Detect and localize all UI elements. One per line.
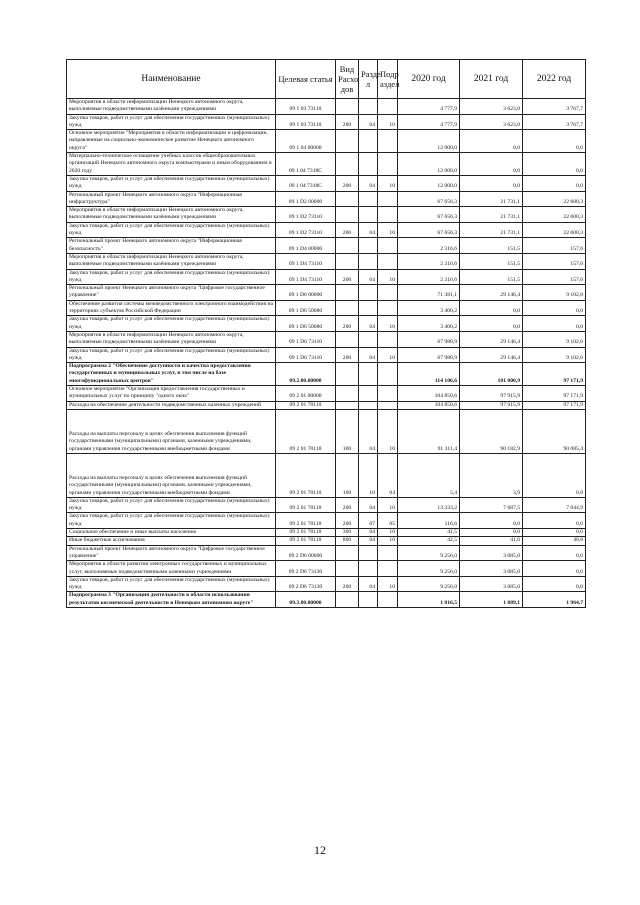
cell-subsection bbox=[378, 545, 398, 561]
cell-target-article: 09 1 03 73110 bbox=[276, 99, 336, 115]
cell-2022: 3 767,7 bbox=[523, 99, 586, 115]
cell-2022: 1 964,7 bbox=[523, 592, 586, 608]
cell-subsection: 10 bbox=[378, 497, 398, 513]
cell-2021: 0,0 bbox=[460, 153, 523, 176]
cell-expense-type bbox=[336, 285, 359, 301]
cell-name: Мероприятия в области развития электронных государственных и муниципальных услуг, выполняемые подведомственными казенными учреждениями bbox=[67, 561, 276, 577]
cell-target-article: 09 2 D6 00000 bbox=[276, 545, 336, 561]
cell-2021: 97 915,9 bbox=[460, 401, 523, 409]
table-row bbox=[67, 331, 586, 347]
cell-expense-type bbox=[336, 561, 359, 577]
cell-target-article: 09 1 04 7318С bbox=[276, 153, 336, 176]
cell-2020: 12 000,0 bbox=[398, 153, 460, 176]
cell-2022: 157,6 bbox=[523, 253, 586, 269]
cell-subsection bbox=[378, 363, 398, 386]
cell-2020: 67 980,9 bbox=[398, 331, 460, 347]
cell-2022: 22 600,3 bbox=[523, 207, 586, 223]
cell-name: Закупка товаров, работ и услуг для обеспечения государственных (муниципальных) нужд bbox=[67, 222, 276, 238]
cell-2021: 97 915,9 bbox=[460, 385, 523, 401]
cell-expense-type bbox=[336, 331, 359, 347]
table-row bbox=[67, 401, 586, 409]
cell-subsection bbox=[378, 153, 398, 176]
table-row bbox=[67, 222, 586, 238]
cell-2022: 97 171,9 bbox=[523, 401, 586, 409]
cell-2020: 12 000,0 bbox=[398, 130, 460, 153]
table-row bbox=[67, 175, 586, 191]
cell-subsection: 10 bbox=[378, 114, 398, 130]
cell-target-article: 09 1 D4 73110 bbox=[276, 269, 336, 285]
cell-expense-type bbox=[336, 401, 359, 409]
cell-section: 07 bbox=[359, 513, 378, 529]
cell-expense-type: 200 bbox=[336, 269, 359, 285]
cell-2021: 101 000,9 bbox=[460, 363, 523, 386]
cell-2022: 157,6 bbox=[523, 269, 586, 285]
cell-name: Основное мероприятие "Организация предоставления государственных и муниципальных услуг по принципу "одного окна" bbox=[67, 385, 276, 401]
cell-target-article: 09 1 D2 00000 bbox=[276, 191, 336, 207]
cell-2020: 41,5 bbox=[398, 529, 460, 537]
cell-subsection: 10 bbox=[378, 316, 398, 332]
cell-section bbox=[359, 545, 378, 561]
table-header-row bbox=[67, 60, 586, 99]
header-expense-type: Вид Расхо дов bbox=[336, 60, 359, 99]
cell-subsection bbox=[378, 238, 398, 254]
cell-2021: 21 731,1 bbox=[460, 222, 523, 238]
cell-target-article: 09 2 01 70110 bbox=[276, 409, 336, 453]
cell-2021: 151,5 bbox=[460, 269, 523, 285]
cell-section: 10 bbox=[359, 453, 378, 497]
cell-target-article: 09 1 04 7318С bbox=[276, 175, 336, 191]
table-row bbox=[67, 316, 586, 332]
cell-name: Закупка товаров, работ и услуг для обеспечения государственных (муниципальных) нужд bbox=[67, 576, 276, 592]
header-year-2022: 2022 год bbox=[523, 60, 586, 99]
cell-subsection bbox=[378, 285, 398, 301]
table-row bbox=[67, 285, 586, 301]
cell-subsection bbox=[378, 253, 398, 269]
cell-subsection bbox=[378, 191, 398, 207]
cell-name: Региональный проект Ненецкого автономного округа "Цифровое государственное управление" bbox=[67, 545, 276, 561]
table-row bbox=[67, 269, 586, 285]
cell-subsection: 10 bbox=[378, 529, 398, 537]
cell-name: Региональный проект Ненецкого автономного округа "Информационная безопасность" bbox=[67, 238, 276, 254]
cell-2021: 3 623,0 bbox=[460, 114, 523, 130]
cell-target-article: 09 1 03 73110 bbox=[276, 114, 336, 130]
cell-2022: 0,0 bbox=[523, 300, 586, 316]
table-row bbox=[67, 238, 586, 254]
cell-target-article: 09 2 01 70110 bbox=[276, 453, 336, 497]
header-target-article: Целевая статья bbox=[276, 60, 336, 99]
cell-target-article: 09 1 D6 50080 bbox=[276, 316, 336, 332]
cell-subsection bbox=[378, 300, 398, 316]
cell-subsection bbox=[378, 331, 398, 347]
table-row bbox=[67, 253, 586, 269]
cell-section bbox=[359, 130, 378, 153]
cell-expense-type: 200 bbox=[336, 497, 359, 513]
cell-section bbox=[359, 253, 378, 269]
cell-subsection bbox=[378, 401, 398, 409]
cell-section bbox=[359, 363, 378, 386]
cell-expense-type: 200 bbox=[336, 175, 359, 191]
cell-name: Закупка товаров, работ и услуг для обеспечения государственных (муниципальных) нужд bbox=[67, 497, 276, 513]
cell-2021: 0,0 bbox=[460, 175, 523, 191]
cell-2022: 0,0 bbox=[523, 576, 586, 592]
cell-expense-type: 100 bbox=[336, 453, 359, 497]
cell-target-article: 09 2 01 70110 bbox=[276, 497, 336, 513]
cell-2022: 0,0 bbox=[523, 529, 586, 537]
cell-expense-type: 200 bbox=[336, 513, 359, 529]
header-subsection: Подр аздел bbox=[378, 60, 398, 99]
cell-name: Расходы на обеспечение деятельности подведомственных казенных учреждений bbox=[67, 401, 276, 409]
table-row bbox=[67, 576, 586, 592]
cell-section bbox=[359, 401, 378, 409]
cell-name: Расходы на выплаты персоналу в целях обеспечения выполнения функций государственными (муниципальными) органами, казенными учреждениями, органами управления государственными внебюджетными фондами bbox=[67, 453, 276, 497]
cell-section: 04 bbox=[359, 537, 378, 545]
cell-target-article: 09 2 D6 73130 bbox=[276, 576, 336, 592]
cell-target-article: 09 1 D2 73110 bbox=[276, 222, 336, 238]
cell-expense-type: 200 bbox=[336, 347, 359, 363]
cell-section bbox=[359, 207, 378, 223]
cell-section: 04 bbox=[359, 316, 378, 332]
cell-2021: 90 182,9 bbox=[460, 409, 523, 453]
cell-section bbox=[359, 238, 378, 254]
header-year-2020: 2020 год bbox=[398, 60, 460, 99]
cell-name: Материально-техническое оснащение учебных классов общеобразовательных организаций Ненецкого автономного округа компьютерами и иным оборудованием в 2020 году bbox=[67, 153, 276, 176]
cell-2022: 22 600,3 bbox=[523, 191, 586, 207]
table-row bbox=[67, 529, 586, 537]
cell-2022: 3 767,7 bbox=[523, 114, 586, 130]
cell-expense-type: 200 bbox=[336, 316, 359, 332]
cell-section: 04 bbox=[359, 347, 378, 363]
cell-2022: 40,8 bbox=[523, 537, 586, 545]
cell-section: 04 bbox=[359, 409, 378, 453]
cell-target-article: 09 2 01 70110 bbox=[276, 537, 336, 545]
cell-subsection bbox=[378, 592, 398, 608]
cell-2020: 67 980,9 bbox=[398, 347, 460, 363]
cell-2020: 13 333,2 bbox=[398, 497, 460, 513]
cell-2020: 12 000,0 bbox=[398, 175, 460, 191]
cell-2020: 3 400,2 bbox=[398, 300, 460, 316]
cell-section bbox=[359, 592, 378, 608]
table-row bbox=[67, 347, 586, 363]
cell-name: Мероприятия в области информатизации Ненецкого автономного округа, выполняемые подведомственными казёнными учреждениями bbox=[67, 253, 276, 269]
cell-2021: 41,6 bbox=[460, 537, 523, 545]
table-row bbox=[67, 300, 586, 316]
cell-2021: 151,5 bbox=[460, 238, 523, 254]
cell-2021: 0,0 bbox=[460, 300, 523, 316]
cell-2020: 91 311,4 bbox=[398, 409, 460, 453]
cell-section: 04 bbox=[359, 576, 378, 592]
table-row bbox=[67, 592, 586, 608]
cell-2021: 0,0 bbox=[460, 130, 523, 153]
cell-name: Закупка товаров, работ и услуг для обеспечения государственных (муниципальных) нужд bbox=[67, 269, 276, 285]
cell-subsection bbox=[378, 99, 398, 115]
cell-name: Закупка товаров, работ и услуг для обеспечения государственных (муниципальных) нужд bbox=[67, 513, 276, 529]
cell-subsection: 10 bbox=[378, 576, 398, 592]
cell-name: Закупка товаров, работ и услуг для обеспечения государственных (муниципальных) нужд bbox=[67, 347, 276, 363]
cell-subsection bbox=[378, 385, 398, 401]
table-row bbox=[67, 114, 586, 130]
cell-2020: 67 656,3 bbox=[398, 207, 460, 223]
cell-subsection bbox=[378, 561, 398, 577]
cell-2020: 9 256,0 bbox=[398, 561, 460, 577]
cell-section bbox=[359, 331, 378, 347]
cell-2020: 2 316,6 bbox=[398, 269, 460, 285]
cell-name: Мероприятия в области информатизации Ненецкого автономного округа, выполняемые подведомственными казёнными учреждениями bbox=[67, 331, 276, 347]
cell-2021: 3 085,0 bbox=[460, 545, 523, 561]
budget-table bbox=[66, 59, 586, 608]
cell-2021: 0,0 bbox=[460, 529, 523, 537]
header-section: Разде л bbox=[359, 60, 378, 99]
cell-name: Закупка товаров, работ и услуг для обеспечения государственных (муниципальных) нужд bbox=[67, 316, 276, 332]
cell-2020: 3 400,2 bbox=[398, 316, 460, 332]
cell-2022: 0,0 bbox=[523, 316, 586, 332]
cell-2022: 0,0 bbox=[523, 561, 586, 577]
table-row bbox=[67, 537, 586, 545]
cell-2021: 0,0 bbox=[460, 513, 523, 529]
table-row bbox=[67, 513, 586, 529]
cell-name: Мероприятия в области информатизации Ненецкого автономного округа, выполняемые подведомственными казёнными учреждениями bbox=[67, 207, 276, 223]
cell-2022: 0,0 bbox=[523, 545, 586, 561]
table-row bbox=[67, 363, 586, 386]
cell-2021: 0,0 bbox=[460, 316, 523, 332]
cell-name: Закупка товаров, работ и услуг для обеспечения государственных (муниципальных) нужд bbox=[67, 175, 276, 191]
cell-target-article: 09.2.00.00000 bbox=[276, 363, 336, 386]
cell-section: 04 bbox=[359, 114, 378, 130]
cell-name: Подпрограмма 3 "Организация деятельности в области использования результатов космической деятельности в Ненецком автономном округе" bbox=[67, 592, 276, 608]
cell-expense-type bbox=[336, 545, 359, 561]
cell-2022: 90 085,4 bbox=[523, 409, 586, 453]
cell-2020: 1 816,5 bbox=[398, 592, 460, 608]
cell-expense-type bbox=[336, 99, 359, 115]
cell-section bbox=[359, 300, 378, 316]
cell-target-article: 09 1 D2 73110 bbox=[276, 207, 336, 223]
cell-expense-type bbox=[336, 300, 359, 316]
cell-2022: 22 600,3 bbox=[523, 222, 586, 238]
cell-2022: 0,0 bbox=[523, 175, 586, 191]
cell-expense-type bbox=[336, 191, 359, 207]
cell-name: Региональный проект Ненецкого автономного округа "Цифровое государственное управление" bbox=[67, 285, 276, 301]
cell-2021: 29 146,4 bbox=[460, 331, 523, 347]
table-row bbox=[67, 561, 586, 577]
cell-2020: 104 850,6 bbox=[398, 401, 460, 409]
cell-2021: 29 146,4 bbox=[460, 285, 523, 301]
cell-2021: 7 687,5 bbox=[460, 497, 523, 513]
cell-expense-type bbox=[336, 385, 359, 401]
cell-subsection: 04 bbox=[378, 453, 398, 497]
cell-expense-type bbox=[336, 592, 359, 608]
cell-expense-type: 200 bbox=[336, 576, 359, 592]
cell-subsection: 10 bbox=[378, 222, 398, 238]
cell-name: Расходы на выплаты персоналу в целях обеспечения выполнения функций государственными (муниципальными) органами, казенными учреждениями, органами управления государственными внебюджетными фондами bbox=[67, 409, 276, 453]
cell-subsection bbox=[378, 130, 398, 153]
cell-name: Мероприятия в области информатизации Ненецкого автономного округа, выполняемые подведомственными казёнными учреждениями bbox=[67, 99, 276, 115]
cell-section: 04 bbox=[359, 222, 378, 238]
cell-target-article: 09 2 01 70110 bbox=[276, 513, 336, 529]
cell-expense-type bbox=[336, 207, 359, 223]
cell-2022: 9 102,0 bbox=[523, 285, 586, 301]
cell-target-article: 09.3.00.00000 bbox=[276, 592, 336, 608]
cell-section bbox=[359, 191, 378, 207]
cell-2020: 42,5 bbox=[398, 537, 460, 545]
cell-name: Закупка товаров, работ и услуг для обеспечения государственных (муниципальных) нужд bbox=[67, 114, 276, 130]
cell-2022: 9 102,0 bbox=[523, 331, 586, 347]
table-row bbox=[67, 191, 586, 207]
table-row bbox=[67, 130, 586, 153]
table-row bbox=[67, 153, 586, 176]
cell-2022: 9 102,0 bbox=[523, 347, 586, 363]
table-body bbox=[67, 99, 586, 608]
cell-section bbox=[359, 99, 378, 115]
table-row bbox=[67, 497, 586, 513]
cell-2021: 3,9 bbox=[460, 453, 523, 497]
cell-target-article: 09 1 D4 00000 bbox=[276, 238, 336, 254]
cell-target-article: 09 1 D6 50080 bbox=[276, 300, 336, 316]
cell-target-article: 09 2 01 70110 bbox=[276, 529, 336, 537]
cell-name: Подпрограмма 2 "Обеспечение доступности и качества предоставления государственных и муниципальных услуг, в том числе на базе многофункциональных центров" bbox=[67, 363, 276, 386]
cell-2022: 7 044,9 bbox=[523, 497, 586, 513]
cell-target-article: 09 1 D6 00000 bbox=[276, 285, 336, 301]
table-row bbox=[67, 385, 586, 401]
cell-expense-type: 100 bbox=[336, 409, 359, 453]
cell-name: Обеспечение развития системы межведомственного электронного взаимодействия на территориях субъектов Российской Федерации bbox=[67, 300, 276, 316]
cell-2022: 0,8 bbox=[523, 453, 586, 497]
cell-expense-type bbox=[336, 130, 359, 153]
cell-subsection: 10 bbox=[378, 347, 398, 363]
cell-2022: 157,6 bbox=[523, 238, 586, 254]
cell-2020: 2 316,6 bbox=[398, 238, 460, 254]
cell-subsection: 10 bbox=[378, 537, 398, 545]
cell-subsection: 10 bbox=[378, 409, 398, 453]
cell-2021: 1 889,1 bbox=[460, 592, 523, 608]
cell-expense-type bbox=[336, 253, 359, 269]
cell-2020: 4 777,9 bbox=[398, 99, 460, 115]
cell-expense-type: 300 bbox=[336, 529, 359, 537]
cell-target-article: 09 2 01 70110 bbox=[276, 401, 336, 409]
cell-section bbox=[359, 385, 378, 401]
cell-section: 04 bbox=[359, 529, 378, 537]
cell-subsection: 05 bbox=[378, 513, 398, 529]
cell-expense-type: 200 bbox=[336, 222, 359, 238]
cell-section bbox=[359, 561, 378, 577]
cell-target-article: 09 1 D4 73110 bbox=[276, 253, 336, 269]
cell-2020: 71 381,1 bbox=[398, 285, 460, 301]
cell-section: 04 bbox=[359, 175, 378, 191]
cell-section: 04 bbox=[359, 497, 378, 513]
cell-expense-type: 200 bbox=[336, 114, 359, 130]
cell-2020: 9 256,0 bbox=[398, 576, 460, 592]
table-row bbox=[67, 99, 586, 115]
cell-target-article: 09 2 01 00000 bbox=[276, 385, 336, 401]
cell-name: Региональный проект Ненецкого автономного округа "Информационная инфраструктура" bbox=[67, 191, 276, 207]
table-row bbox=[67, 453, 586, 497]
cell-2022: 0,0 bbox=[523, 153, 586, 176]
cell-2021: 29 146,4 bbox=[460, 347, 523, 363]
cell-2022: 97 171,9 bbox=[523, 385, 586, 401]
cell-2020: 2 316,6 bbox=[398, 253, 460, 269]
cell-name: Основное мероприятие "Мероприятия в области информатизации и цифровизации, направленные на социально-экономическое развитие Ненецкого автономного округа" bbox=[67, 130, 276, 153]
cell-name: Социальное обеспечение и иные выплаты населению bbox=[67, 529, 276, 537]
cell-target-article: 09 1 04 00000 bbox=[276, 130, 336, 153]
cell-target-article: 09 2 D6 73130 bbox=[276, 561, 336, 577]
cell-2020: 104 850,6 bbox=[398, 385, 460, 401]
cell-2022: 0,0 bbox=[523, 513, 586, 529]
cell-subsection: 10 bbox=[378, 175, 398, 191]
cell-2020: 114 106,6 bbox=[398, 363, 460, 386]
cell-section bbox=[359, 153, 378, 176]
cell-expense-type bbox=[336, 363, 359, 386]
cell-2021: 21 731,1 bbox=[460, 207, 523, 223]
cell-expense-type bbox=[336, 153, 359, 176]
cell-2020: 67 656,3 bbox=[398, 222, 460, 238]
cell-name: Иные бюджетные ассигнования bbox=[67, 537, 276, 545]
table-row bbox=[67, 409, 586, 453]
table-row bbox=[67, 545, 586, 561]
cell-2021: 3 623,0 bbox=[460, 99, 523, 115]
header-name: Наименование bbox=[67, 60, 276, 99]
cell-expense-type bbox=[336, 238, 359, 254]
table-row bbox=[67, 207, 586, 223]
cell-2021: 151,5 bbox=[460, 253, 523, 269]
cell-2021: 21 731,1 bbox=[460, 191, 523, 207]
cell-section bbox=[359, 285, 378, 301]
cell-2020: 67 656,3 bbox=[398, 191, 460, 207]
cell-subsection: 10 bbox=[378, 269, 398, 285]
cell-2021: 3 085,0 bbox=[460, 561, 523, 577]
cell-2022: 97 171,9 bbox=[523, 363, 586, 386]
cell-2022: 0,0 bbox=[523, 130, 586, 153]
cell-section: 04 bbox=[359, 269, 378, 285]
cell-subsection bbox=[378, 207, 398, 223]
cell-expense-type: 800 bbox=[336, 537, 359, 545]
cell-2020: 9 256,0 bbox=[398, 545, 460, 561]
cell-2020: 4 777,9 bbox=[398, 114, 460, 130]
cell-2020: 5,4 bbox=[398, 453, 460, 497]
page-number: 12 bbox=[314, 843, 326, 857]
cell-target-article: 09 1 D6 73110 bbox=[276, 347, 336, 363]
cell-target-article: 09 1 D6 73110 bbox=[276, 331, 336, 347]
cell-2020: 116,6 bbox=[398, 513, 460, 529]
cell-2021: 3 085,0 bbox=[460, 576, 523, 592]
header-year-2021: 2021 год bbox=[460, 60, 523, 99]
